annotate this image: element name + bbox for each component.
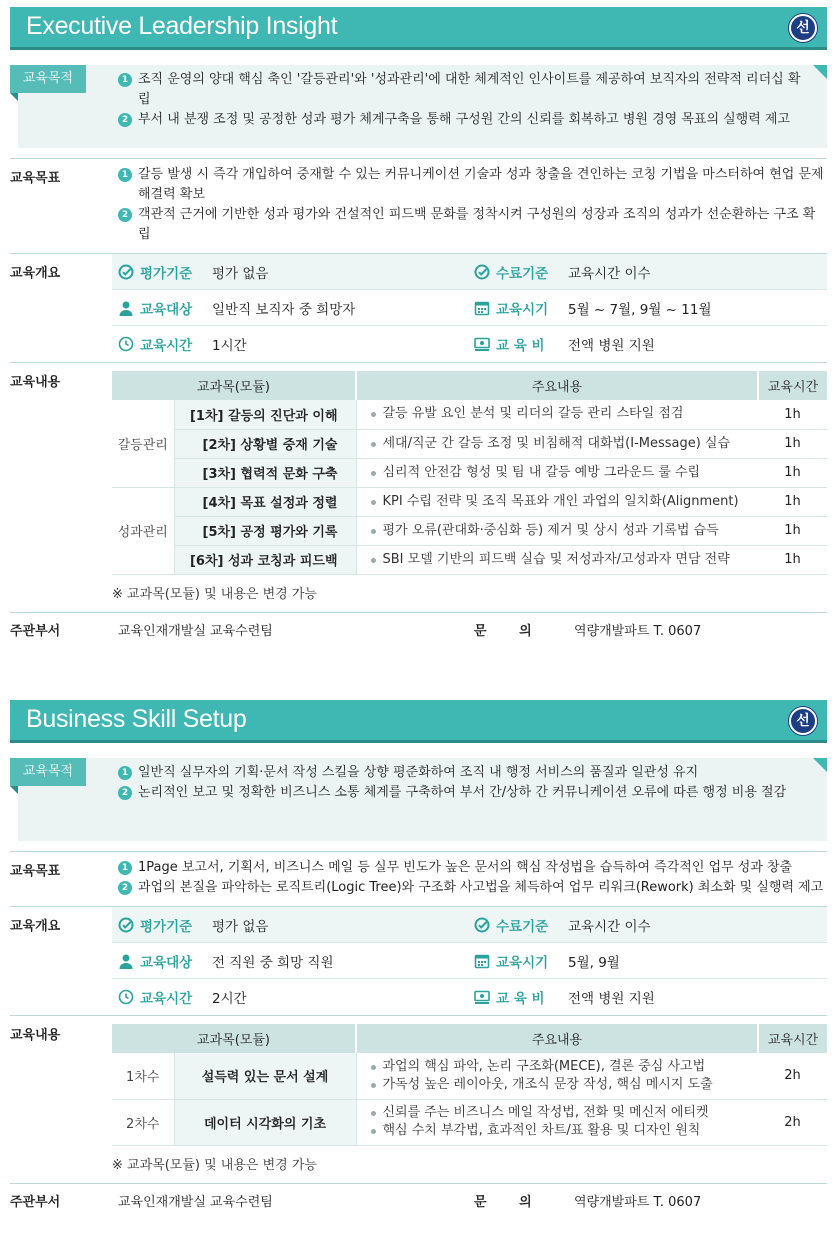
table-row (112, 400, 827, 429)
module-name: 설득력 있는 문서 설계 (174, 1053, 356, 1099)
content-bullet: 핵심 수치 부각법, 효과적인 차트/표 활용 및 디자인 원칙 (371, 1122, 759, 1140)
target-key: 교육대상 (140, 301, 193, 318)
footer-row (10, 612, 827, 646)
table-row (112, 516, 827, 545)
group-name: 1차수 (112, 1053, 174, 1099)
content-label: 교육내용 (10, 375, 61, 390)
content-bullet: 과업의 핵심 파악, 논리 구조화(MECE), 결론 중심 사고법 (371, 1058, 759, 1076)
purpose-item: 2 부서 내 분쟁 조정 및 공정한 성과 평가 체계구축을 통해 구성원 간의 신뢰를 회복하고 병원 경영 목표의 실행력 제고 (118, 110, 807, 130)
table-row (112, 429, 827, 458)
table-header-row (112, 371, 827, 400)
footer-row (10, 1183, 827, 1217)
complete-key: 수료기준 (496, 918, 549, 935)
content-header: 주요내용 (356, 1024, 758, 1053)
goal-item: 2 과업의 본질을 파악하는 로직트리(Logic Tree)와 구조화 사고법을 체득하여 업무 리워크(Rework) 최소화 및 실행력 제고 (118, 878, 827, 898)
table-row (112, 1053, 827, 1099)
content-bullet: KPI 수립 전략 및 조직 목표와 개인 과업의 일치화(Alignment) (371, 493, 759, 511)
check-circle-icon (474, 264, 490, 280)
period-key: 교육시기 (496, 954, 549, 971)
content-bullet: 심리적 안전감 형성 및 팀 내 갈등 예방 그라운드 룰 수립 (371, 464, 759, 482)
content-bullet: 신뢰를 주는 비즈니스 메일 작성법, 전화 및 메신저 에티켓 (371, 1104, 759, 1122)
goal-label: 교육목표 (10, 864, 61, 879)
content-row (10, 362, 827, 612)
purpose-list (18, 65, 827, 136)
overview-row (10, 253, 827, 362)
program-title: Business Skill Setup (26, 705, 247, 733)
goal-list (10, 159, 827, 253)
purpose-box (18, 65, 827, 148)
purpose-item: 1 조직 운영의 양대 핵심 축인 '갈등관리'와 '성과관리'에 대한 체계적인 인사이트를 제공하여 보직자의 전략적 리더십 확립 (118, 70, 807, 110)
table-row (112, 458, 827, 487)
program-header (10, 700, 827, 743)
cost-key: 교 육 비 (496, 991, 545, 1007)
program-header (10, 7, 827, 50)
program-title: Executive Leadership Insight (26, 12, 338, 40)
hours-value: 1h (758, 487, 827, 516)
number-1-icon: 1 (118, 861, 132, 875)
group-name: 갈등관리 (112, 400, 174, 487)
complete-key: 수료기준 (496, 265, 549, 282)
goal-row (10, 158, 827, 253)
clock-icon (118, 989, 134, 1005)
hours-value: 2h (758, 1053, 827, 1099)
hours-header: 교육시간 (758, 371, 827, 400)
number-2-icon: 2 (118, 113, 132, 127)
group-name: 성과관리 (112, 487, 174, 574)
eval-value: 평가 없음 (212, 265, 269, 282)
purpose-item: 1 일반직 실무자의 기획·문서 작성 스킬을 상향 평준화하여 조직 내 행정 서비스의 품질과 일관성 유지 (118, 763, 807, 783)
content-bullet: 세대/직군 간 갈등 조정 및 비침해적 대화법(I-Message) 실습 (371, 435, 759, 453)
cost-key: 교 육 비 (496, 338, 545, 354)
goal-item: 1 1Page 보고서, 기획서, 비즈니스 메일 등 실무 빈도가 높은 문서의 핵심 작성법을 습득하여 즉각적인 업무 성과 창출 (118, 858, 827, 878)
purpose-label: 교육목적 (10, 758, 86, 786)
purpose-item: 2 논리적인 보고 및 정확한 비즈니스 소통 체계를 구축하여 부서 간/상하 간 커뮤니케이션 오류에 따른 행정 비용 절감 (118, 783, 807, 803)
complete-value: 교육시간 이수 (568, 918, 651, 935)
hours-value: 1h (758, 545, 827, 574)
module-name: [5차] 공정 평가와 기록 (174, 516, 356, 545)
module-name: [4차] 목표 설정과 정렬 (174, 487, 356, 516)
check-circle-icon (118, 917, 134, 933)
module-name: 데이터 시각화의 기초 (174, 1099, 356, 1145)
curriculum-table (112, 371, 827, 575)
table-row (112, 1099, 827, 1145)
content-bullet: 평가 오류(관대화·중심화 등) 제거 및 상시 성과 기록법 습득 (371, 522, 759, 540)
eval-key: 평가기준 (140, 265, 193, 282)
content-bullet: SBI 모델 기반의 피드백 실습 및 저성과자/고성과자 면담 전략 (371, 551, 759, 569)
number-2-icon: 2 (118, 786, 132, 800)
complete-value: 교육시간 이수 (568, 265, 651, 282)
target-value: 전 직원 중 희망 직원 (212, 954, 334, 971)
purpose-box (18, 758, 827, 841)
check-circle-icon (474, 917, 490, 933)
change-note: ※ 교과목(모듈) 및 내용은 변경 가능 (112, 586, 317, 602)
overview-row (10, 906, 827, 1015)
module-header: 교과목(모듈) (112, 371, 356, 400)
eval-key: 평가기준 (140, 918, 193, 935)
overview-grid (10, 254, 827, 362)
program-business-skill (10, 700, 827, 1217)
content-row (10, 1015, 827, 1183)
contact-value: 역량개발파트 T. 0607 (574, 1194, 702, 1210)
cost-value: 전액 병원 지원 (568, 338, 655, 354)
table-header-row (112, 1024, 827, 1053)
calendar-icon (474, 953, 490, 969)
module-name: [3차] 협력적 문화 구축 (174, 458, 356, 487)
curriculum-table (112, 1024, 827, 1146)
hours-header: 교육시간 (758, 1024, 827, 1053)
goal-list (10, 852, 827, 906)
goal-row (10, 851, 827, 906)
content-header: 주요내용 (356, 371, 758, 400)
module-name: [6차] 성과 코칭과 피드백 (174, 545, 356, 574)
hours-value: 1h (758, 458, 827, 487)
hours-value: 2h (758, 1099, 827, 1145)
time-value: 1시간 (212, 338, 247, 354)
dept-label: 주관부서 (10, 623, 61, 639)
hours-value: 1h (758, 516, 827, 545)
eval-value: 평가 없음 (212, 918, 269, 935)
number-2-icon: 2 (118, 881, 132, 895)
content-bullet: 갈등 유발 요인 분석 및 리더의 갈등 관리 스타일 점검 (371, 405, 759, 423)
change-note: ※ 교과목(모듈) 및 내용은 변경 가능 (112, 1157, 317, 1173)
table-row (112, 487, 827, 516)
hours-value: 1h (758, 429, 827, 458)
period-key: 교육시기 (496, 301, 549, 318)
target-key: 교육대상 (140, 954, 193, 971)
hours-value: 1h (758, 400, 827, 429)
goal-item: 2 객관적 근거에 기반한 성과 평가와 건설적인 피드백 문화를 정착시켜 구성원의 성장과 조직의 성과가 선순환하는 구조 확립 (118, 205, 827, 245)
purpose-list (18, 758, 827, 809)
dept-value: 교육인재개발실 교육수련팀 (118, 1194, 273, 1210)
corner-fold (813, 758, 827, 772)
module-name: [2차] 상황별 중재 기술 (174, 429, 356, 458)
table-row (112, 545, 827, 574)
group-name: 2차수 (112, 1099, 174, 1145)
number-1-icon: 1 (118, 168, 132, 182)
number-1-icon: 1 (118, 73, 132, 87)
time-value: 2시간 (212, 991, 247, 1007)
number-1-icon: 1 (118, 766, 132, 780)
module-header: 교과목(모듈) (112, 1024, 356, 1053)
content-label: 교육내용 (10, 1028, 61, 1043)
elective-badge: 선 (789, 14, 817, 42)
dept-label: 주관부서 (10, 1194, 61, 1210)
cost-value: 전액 병원 지원 (568, 991, 655, 1007)
goal-label: 교육목표 (10, 171, 61, 186)
user-icon (118, 300, 134, 316)
check-circle-icon (118, 264, 134, 280)
elective-badge: 선 (789, 707, 817, 735)
contact-label: 문 의 (474, 1194, 546, 1210)
content-bullet: 가독성 높은 레이아웃, 개조식 문장 작성, 핵심 메시지 도출 (371, 1076, 759, 1094)
clock-icon (118, 336, 134, 352)
period-value: 5월, 9월 (568, 954, 620, 971)
corner-fold (813, 65, 827, 79)
overview-label: 교육개요 (10, 919, 61, 934)
money-icon (474, 989, 490, 1005)
user-icon (118, 953, 134, 969)
module-name: [1차] 갈등의 진단과 이해 (174, 400, 356, 429)
target-value: 일반직 보직자 중 희망자 (212, 301, 356, 318)
time-key: 교육시간 (140, 991, 193, 1007)
time-key: 교육시간 (140, 338, 193, 354)
contact-value: 역량개발파트 T. 0607 (574, 623, 702, 639)
program-executive-leadership (10, 7, 827, 646)
period-value: 5월 ~ 7월, 9월 ~ 11월 (568, 301, 712, 318)
number-2-icon: 2 (118, 208, 132, 222)
overview-grid (10, 907, 827, 1015)
money-icon (474, 336, 490, 352)
overview-label: 교육개요 (10, 266, 61, 281)
dept-value: 교육인재개발실 교육수련팀 (118, 623, 273, 639)
goal-item: 1 갈등 발생 시 즉각 개입하여 중재할 수 있는 커뮤니케이션 기술과 성과 창출을 견인하는 코칭 기법을 마스터하여 현업 문제 해결력 확보 (118, 165, 827, 205)
calendar-icon (474, 300, 490, 316)
contact-label: 문 의 (474, 623, 546, 639)
purpose-label: 교육목적 (10, 65, 86, 93)
